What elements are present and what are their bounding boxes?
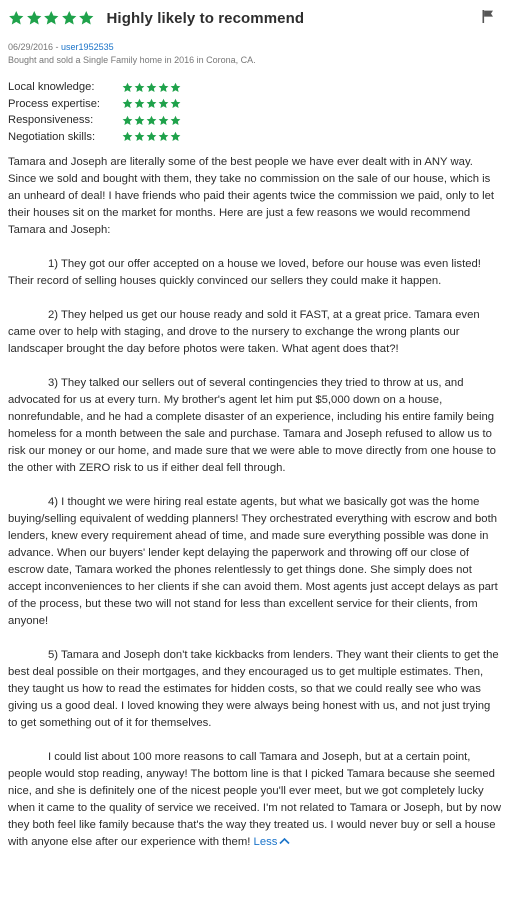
review-date: 06/29/2016	[8, 42, 54, 52]
star-icon	[122, 98, 133, 109]
sub-rating-label: Responsiveness:	[8, 114, 94, 127]
star-icon	[146, 82, 157, 93]
star-icon	[170, 115, 181, 126]
star-icon	[158, 115, 169, 126]
reviewer-link[interactable]: user1952535	[61, 42, 114, 52]
star-icon	[146, 98, 157, 109]
closing-text: I could list about 100 more reasons to call Tamara and Joseph, but at a certain point, people would stop reading, anyway! The bottom line is that I picked Tamara because she seemed nice, and she is definitely one of the nicest people you'll ever meet, but we got completely lucky when it came to the quality of service we received. I'm not related to Tamara or Joseph, but by now they both feel like family because that's the way they treated us. I would never buy or sell a house with anyone else after our experience with them!	[8, 751, 501, 848]
star-icon	[158, 131, 169, 142]
sub-rating-stars	[122, 131, 181, 142]
star-icon	[122, 115, 133, 126]
review-header	[8, 8, 498, 28]
star-icon	[122, 82, 133, 93]
sub-rating-stars	[122, 115, 181, 126]
star-icon	[146, 131, 157, 142]
sub-rating-local-knowledge	[8, 79, 308, 96]
less-button[interactable]	[254, 836, 291, 848]
paragraph-spacer	[8, 290, 502, 307]
sub-rating-stars	[122, 82, 181, 93]
paragraph-spacer	[8, 630, 502, 647]
review-paragraph-reason-1: 1) They got our offer accepted on a house we loved, before our house was even listed! Their record of selling houses quickly convinced our sellers they could make it happen.	[8, 258, 481, 287]
star-icon	[134, 131, 145, 142]
sub-rating-negotiation-skills	[8, 129, 308, 146]
star-icon	[146, 115, 157, 126]
review-paragraph-closing	[8, 749, 502, 851]
sub-rating-process-expertise	[8, 96, 308, 113]
star-icon	[61, 10, 78, 26]
review-paragraph-reason-2: 2) They helped us get our house ready and sold it FAST, at a great price. Tamara even came over to help with staging, and drove to the nursery to exchange the wrong plants our landscaper brought the day before photos were taken. What agent does that?!	[8, 309, 480, 355]
review-paragraph-reason-3: 3) They talked our sellers out of several contingencies they tried to throw at us, and advocated for us at every turn. My brother's agent let him put $5,000 down on a house, nonrefundable, and he had a complete disaster of an experience, including his entire family being homeless for a month between the sale and purchase. Tamara and Joseph refused to allow us to risk our money or our home, and made sure that we were able to move directly from one house to the other with ZERO risk to us if either deal fell through.	[8, 377, 496, 474]
sub-rating-stars	[122, 98, 181, 109]
sub-rating-responsiveness	[8, 112, 308, 129]
star-icon	[170, 82, 181, 93]
star-icon	[134, 98, 145, 109]
paragraph-spacer	[8, 358, 502, 375]
star-icon	[26, 10, 43, 26]
star-icon	[158, 82, 169, 93]
less-label: Less	[253, 836, 278, 848]
chevron-up-icon	[279, 837, 290, 845]
star-icon	[8, 10, 25, 26]
review-paragraph-intro: Tamara and Joseph are literally some of the best people we have ever dealt with in ANY way. Since we sold and bought with them, they take no commission on the sale of our house, which is an unheard of deal! I have friends who paid their agents twice the commission we paid, only to let their houses sit on the market for months. Here are just a few reasons we would recommend Tamara and Joseph:	[8, 156, 495, 236]
sub-rating-label: Negotiation skills:	[8, 130, 96, 143]
review-headline: Highly likely to recommend	[106, 9, 305, 27]
overall-rating-stars	[8, 10, 95, 26]
flag-icon[interactable]	[482, 10, 494, 23]
review-meta	[8, 42, 114, 52]
star-icon	[78, 10, 95, 26]
star-icon	[134, 82, 145, 93]
sub-rating-label: Process expertise:	[8, 97, 101, 110]
meta-separator: -	[53, 42, 62, 52]
review-paragraph-reason-5: 5) Tamara and Joseph don't take kickbacks from lenders. They want their clients to get the best deal possible on their mortgages, and they encouraged us to get multiple estimates. Then, they taught us how to read the estimates for hidden costs, so that we could really see who was giving us a good deal. I loved knowing they were always being honest with us, and not just trying to get something out of it for themselves.	[8, 649, 499, 729]
paragraph-spacer	[8, 732, 502, 749]
star-icon	[134, 115, 145, 126]
review-body	[8, 154, 502, 851]
star-icon	[122, 131, 133, 142]
star-icon	[170, 131, 181, 142]
paragraph-spacer	[8, 239, 502, 256]
star-icon	[158, 98, 169, 109]
transaction-details: Bought and sold a Single Family home in 2016 in Corona, CA.	[8, 55, 256, 65]
sub-rating-label: Local knowledge:	[8, 81, 95, 94]
sub-ratings	[8, 79, 308, 145]
star-icon	[170, 98, 181, 109]
review-paragraph-reason-4: 4) I thought we were hiring real estate agents, but what we basically got was the home buying/selling equivalent of wedding planners! They orchestrated everything with escrow and both lenders, knew every requirement ahead of time, and made sure everything possible was done in advance. When our buyers' lender kept delaying the paperwork and throwing off our close of escrow date, Tamara worked the phones relentlessly to get things done. She simply does not accept inconveniences to her clients if she can avoid them. Most agents just accept delays as part of the process, but these two will not stand for less than excellent service for their clients, from anyone!	[8, 496, 498, 627]
paragraph-spacer	[8, 477, 502, 494]
star-icon	[43, 10, 60, 26]
